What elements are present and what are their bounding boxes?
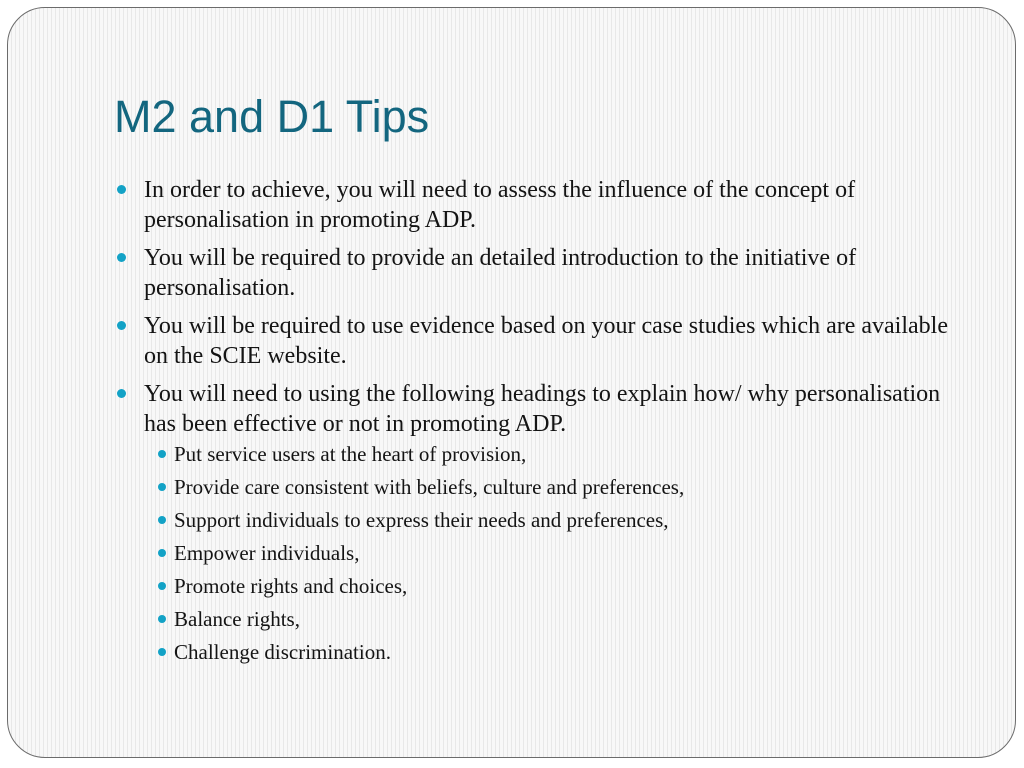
sub-bullet-item <box>144 507 969 533</box>
bullet-dot-icon <box>158 516 166 524</box>
bullet-dot-icon <box>158 549 166 557</box>
bullet-dot-icon <box>158 615 166 623</box>
bullet-list <box>114 175 969 673</box>
bullet-item <box>114 379 969 665</box>
bullet-text: You will be required to provide an detailed introduction to the initiative of personalisation. <box>144 245 857 301</box>
slide-title: M2 and D1 Tips <box>114 91 430 142</box>
bullet-dot-icon <box>158 582 166 590</box>
bullet-dot-icon <box>158 648 166 656</box>
sub-bullet-text: Empower individuals, <box>174 541 360 565</box>
bullet-item <box>114 243 969 303</box>
bullet-dot-icon <box>117 389 126 398</box>
sub-bullet-text: Promote rights and choices, <box>174 574 408 598</box>
bullet-dot-icon <box>158 483 166 491</box>
sub-bullet-item <box>144 441 969 467</box>
bullet-item <box>114 175 969 235</box>
bullet-text: In order to achieve, you will need to assess the influence of the concept of personalisation in promoting ADP. <box>144 177 856 233</box>
bullet-item <box>114 311 969 371</box>
slide-frame <box>7 7 1016 758</box>
bullet-dot-icon <box>117 321 126 330</box>
sub-bullet-item <box>144 573 969 599</box>
bullet-dot-icon <box>117 185 126 194</box>
sub-bullet-text: Support individuals to express their needs and preferences, <box>174 508 669 532</box>
bullet-text: You will be required to use evidence based on your case studies which are available on the SCIE website. <box>144 313 948 369</box>
sub-bullet-list <box>144 441 969 665</box>
sub-bullet-text: Provide care consistent with beliefs, culture and preferences, <box>174 475 685 499</box>
bullet-dot-icon <box>117 253 126 262</box>
bullet-dot-icon <box>158 450 166 458</box>
sub-bullet-item <box>144 474 969 500</box>
sub-bullet-item <box>144 540 969 566</box>
sub-bullet-item <box>144 639 969 665</box>
sub-bullet-text: Balance rights, <box>174 607 300 631</box>
bullet-text: You will need to using the following headings to explain how/ why personalisation has been effective or not in promoting ADP. <box>144 381 941 437</box>
sub-bullet-text: Put service users at the heart of provision, <box>174 442 527 466</box>
sub-bullet-item <box>144 606 969 632</box>
sub-bullet-text: Challenge discrimination. <box>174 640 391 664</box>
